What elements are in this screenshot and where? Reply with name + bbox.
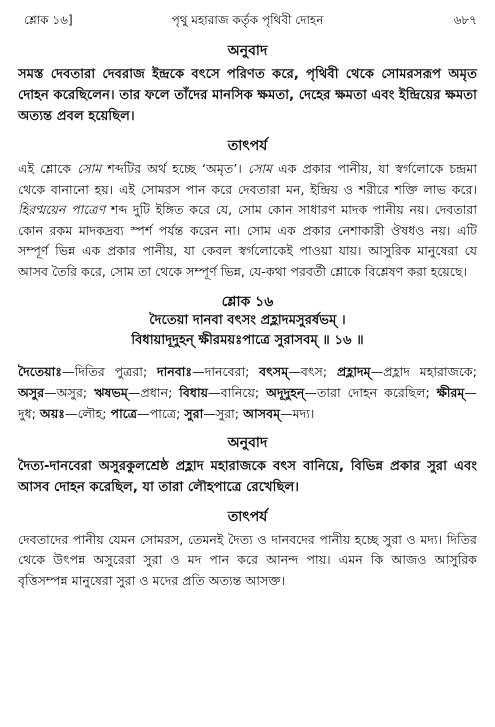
translation-heading: অনুবাদ — [227, 43, 268, 59]
synonym-meaning: —তারা দোহন করেছিল; — [304, 384, 437, 400]
synonym-term: বিধায় — [179, 384, 209, 400]
chapter-title: পৃথু মহারাজ কর্তৃক পৃথিবী দোহন — [171, 13, 324, 27]
synonym-term: ক্ষীরম্ — [436, 384, 465, 400]
italic-term: সোম — [247, 161, 273, 176]
synonym-meaning: —প্রহ্লাদ মহারাজকে; — [370, 363, 477, 379]
purport-fragment: শব্দটির অর্থ হচ্ছে ‘অমৃত’। — [101, 161, 248, 176]
verse-line-1: দৈতেয়া দানবা বৎসং প্রহ্লাদমসুরর্ষভম্ । — [149, 312, 346, 328]
synonym-term: অদূদুহন্ — [266, 384, 305, 400]
synonym-meaning: —প্রধান; — [127, 384, 180, 400]
synonym-term: ঋষভম্ — [94, 384, 128, 400]
synonym-term: সুরা — [184, 405, 204, 421]
synonym-term: অসুর — [18, 384, 45, 400]
purport-text — [18, 159, 477, 283]
synonym-term: আসবম্ — [243, 405, 281, 421]
synonym-term: অয়ঃ — [39, 405, 65, 421]
synonym-meaning: —সুরা; — [203, 405, 244, 421]
running-header — [14, 10, 481, 32]
purport-fragment: শব্দ দুটি ইঙ্গিত করে যে, সোম কোন সাধারণ মাদক পানীয় নয়। দেবতারা কোন রকম মাদকদ্রব্য স্পর্শ পর্যন্ত করেন না। সোম এক প্রকার নেশাকারী ঔষধও নয়। এটি সম্পূর্ণ ভিন্ন এক প্রকার পানীয়, যা কেবল স্বর্গলোকেই পাওয়া যায়। আসুরিক মানুষেরা যে আসব তৈরি করে, সোম তা থেকে সম্পূর্ণ ভিন্ন, যে-কথা পরবর্তী শ্লোকে বিশ্লেষণ করা হয়েছে। — [18, 202, 477, 279]
translation-text-2: দৈত্য-দানবেরা অসুরকুলশ্রেষ্ঠ প্রহ্লাদ মহারাজকে বৎস বানিয়ে, বিভিন্ন প্রকার সুরা এবং আসব দোহন করেছিল, যা তারা লৌহপাত্রে রেখেছিল। — [18, 458, 477, 495]
synonym-meaning: —লৌহ; — [64, 405, 111, 421]
synonym-meaning: —অসুর; — [44, 384, 95, 400]
synonym-term: দৈতেয়াঃ — [18, 363, 63, 379]
synonym-term: বৎসম্ — [259, 363, 289, 379]
translation-heading-2: অনুবাদ — [227, 434, 268, 451]
purport-heading: তাৎপর্য — [227, 138, 268, 154]
page-number: ৬৮৭ — [453, 13, 477, 27]
italic-term: হিরণ্ময়েন পাত্রেণ — [18, 202, 106, 218]
book-page — [14, 10, 481, 591]
synonym-term: দানবাঃ — [156, 363, 193, 379]
synonym-meaning: —মদ্য। — [280, 405, 315, 421]
purport-text-2: দেবতাদের পানীয় যেমন সোমরস, তেমনই দৈত্য ও দানবদের পানীয় হচ্ছে সুরা ও মদ্য। দিতির থেকে উৎপন্ন অসুরেরা সুরা ও মদ পান করে আনন্দ পায়। এমন কি আজও আসুরিক বৃত্তিসম্পন্ন মানুষেরা সুরা ও মদের প্রতি অত্যন্ত আসক্ত। — [18, 531, 477, 588]
purport-fragment: এই শ্লোকে — [18, 161, 78, 176]
word-for-word-synonyms — [18, 361, 477, 424]
synonym-term: প্রহ্লাদম্ — [336, 363, 371, 379]
verse-line-2: বিধায়াদূদুহন্ ক্ষীরময়ঃপাত্রে সুরাসবম্ ॥ ১৬ ॥ — [131, 332, 364, 348]
synonym-meaning: —দিতির পুত্ররা; — [62, 363, 157, 379]
verse-label: শ্লোক ১৬ — [221, 293, 274, 310]
translation-text: সমস্ত দেবতারা দেবরাজ ইন্দ্রকে বৎসে পরিণত করে, পৃথিবী থেকে সোমরসরূপ অমৃত দোহন করেছিলেন। তার ফলে তাঁদের মানসিক ক্ষমতা, দেহের ক্ষমতা এবং ইন্দ্রিয়ের ক্ষমতা অত্যন্ত প্রবল হয়েছিল। — [18, 67, 477, 124]
italic-term: সোম — [77, 161, 102, 176]
synonym-meaning: —পাত্রে; — [137, 405, 185, 421]
synonym-meaning: —বৎস; — [288, 363, 337, 379]
verse-reference: শ্লোক ১৬] — [24, 13, 73, 27]
purport-fragment: এক প্রকার পানীয়, যা স্বর্গলোকে চন্দ্রমা থেকে বানানো হয়। এই সোমরস পান করে দেবতারা মন, ইন্দ্রিয় ও শরীরে শক্তি লাভ করে। — [18, 161, 477, 197]
synonym-meaning: —দানবেরা; — [192, 363, 260, 379]
synonym-term: পাত্রে — [110, 405, 138, 421]
purport-heading-2: তাৎপর্য — [227, 508, 268, 525]
synonym-meaning: —বানিয়ে; — [208, 384, 267, 400]
synonym-meaning: —দুধ; — [18, 384, 478, 421]
